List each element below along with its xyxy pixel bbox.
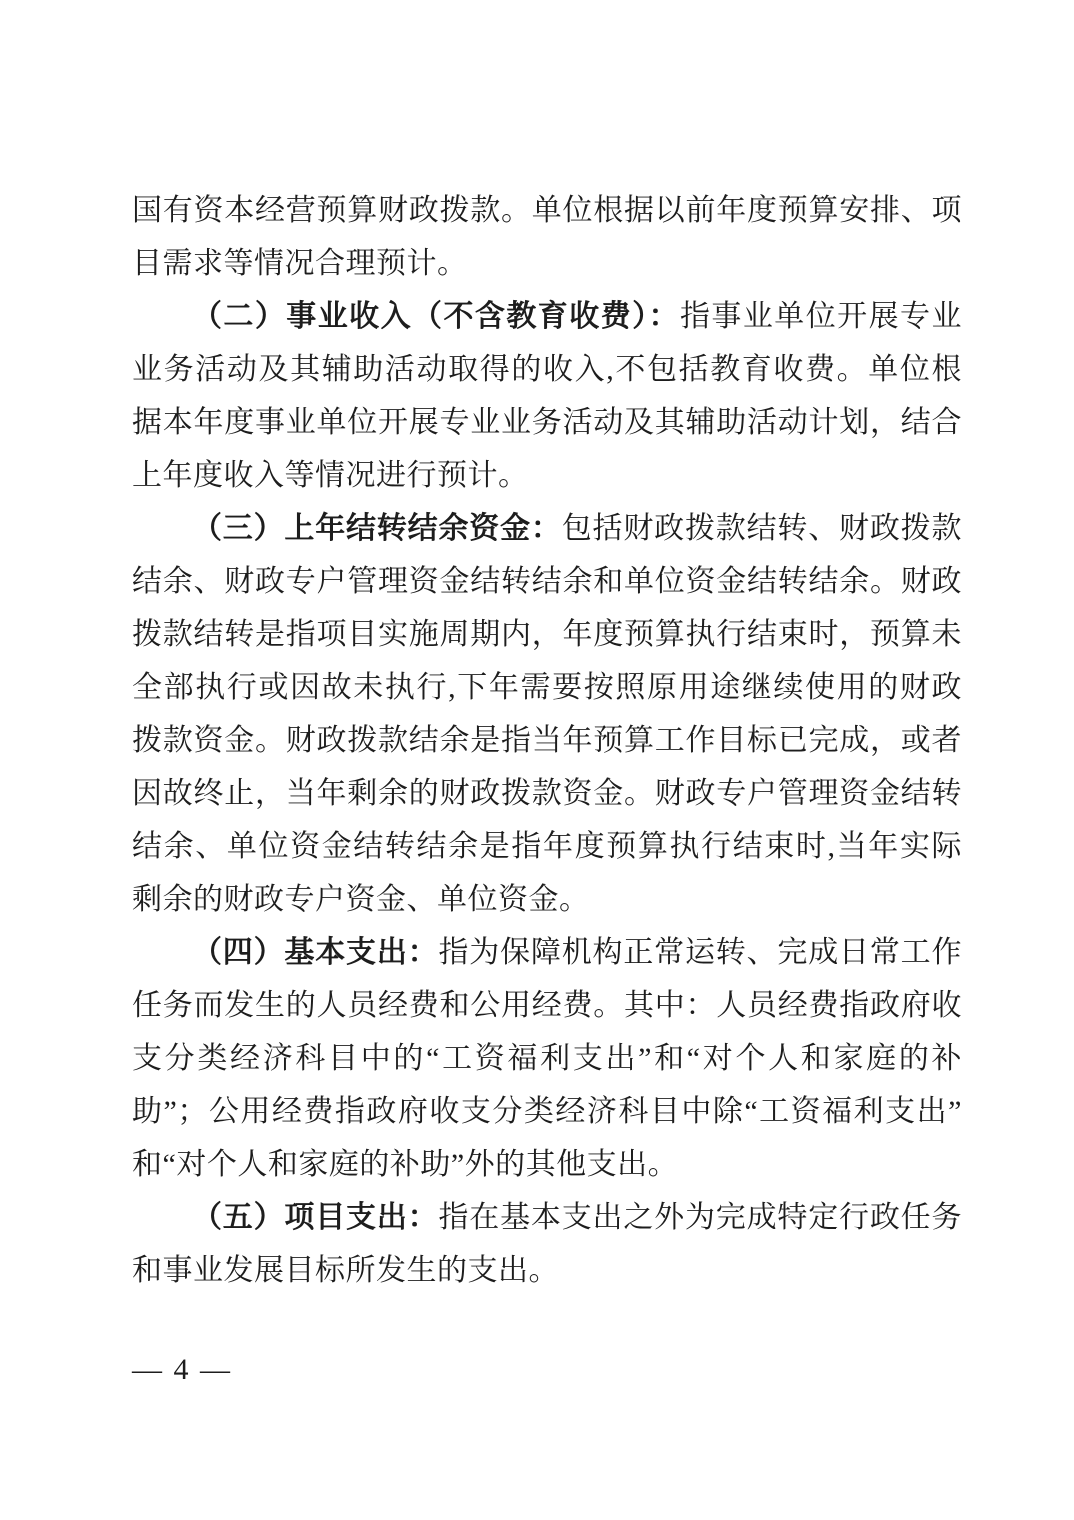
paragraph-continuation (132, 184, 962, 290)
paragraph-text: 国有资本经营预算财政拨款。单位根据以前年度预算安排、项目需求等情况合理预计。 (132, 194, 962, 280)
paragraph-section-5 (132, 1191, 962, 1297)
section-label: （五）项目支出： (192, 1201, 439, 1234)
section-label: （三）上年结转结余资金： (192, 512, 562, 545)
paragraph-section-4 (132, 926, 962, 1191)
section-label: （四）基本支出： (192, 936, 439, 969)
section-label: （二）事业收入（不含教育收费）： (192, 300, 680, 333)
page-number: — 4 — (132, 1353, 232, 1386)
paragraph-text: 指为保障机构正常运转、完成日常工作任务而发生的人员经费和公用经费。其中：人员经费指政府收支分类经济科目中的“工资福利支出”和“对个人和家庭的补助”；公用经费指政府收支分类经济科目中除“工资福利支出”和“对个人和家庭的补助”外的其他支出。 (132, 936, 962, 1181)
paragraph-text: 指事业单位开展专业业务活动及其辅助活动取得的收入,不包括教育收费。单位根据本年度事业单位开展专业业务活动及其辅助活动计划，结合上年度收入等情况进行预计。 (132, 300, 962, 492)
paragraph-section-2 (132, 290, 962, 502)
paragraph-section-3 (132, 502, 962, 926)
document-body (132, 184, 962, 1297)
paragraph-text: 指在基本支出之外为完成特定行政任务和事业发展目标所发生的支出。 (132, 1201, 962, 1287)
paragraph-text: 包括财政拨款结转、财政拨款结余、财政专户管理资金结转结余和单位资金结转结余。财政拨款结转是指项目实施周期内，年度预算执行结束时，预算未全部执行或因故未执行,下年需要按照原用途继续使用的财政拨款资金。财政拨款结余是指当年预算工作目标已完成，或者因故终止，当年剩余的财政拨款资金。财政专户管理资金结转结余、单位资金结转结余是指年度预算执行结束时,当年实际剩余的财政专户资金、单位资金。 (132, 512, 962, 916)
